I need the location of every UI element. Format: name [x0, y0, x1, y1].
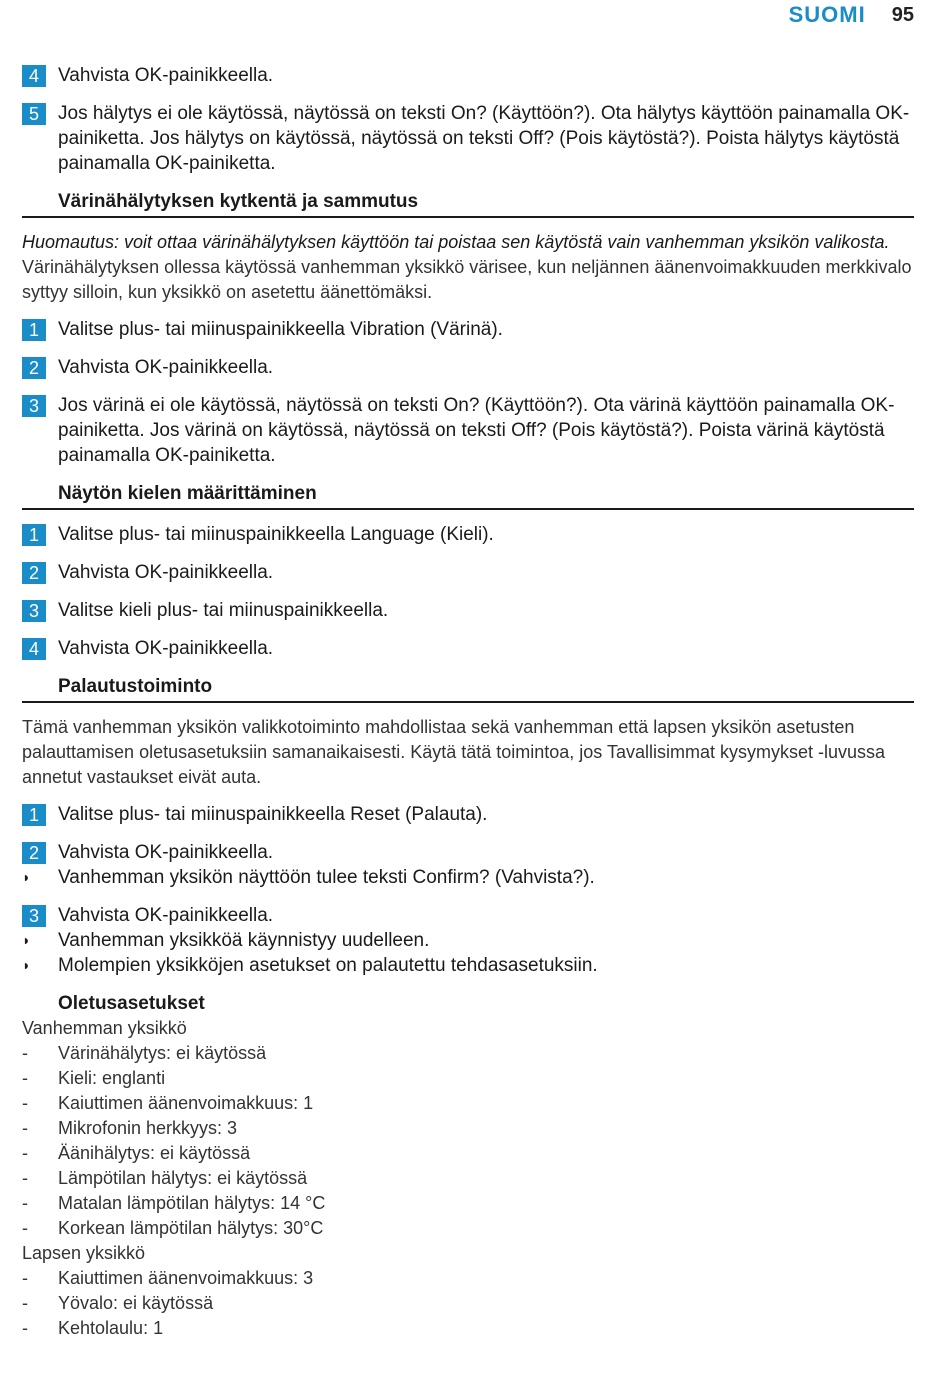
step: [22, 560, 914, 585]
step-text: Vahvista OK-painikkeella.: [58, 65, 274, 86]
result-item: [22, 928, 914, 953]
step-number: 2: [22, 562, 46, 584]
result-text: Molempien yksikköjen asetukset on palautettu tehdasasetuksiin.: [58, 955, 598, 976]
dash-marker: -: [22, 1093, 28, 1113]
step-text: Valitse plus- tai miinuspainikkeella Reset (Palauta).: [58, 804, 488, 825]
dash-marker: -: [22, 1318, 28, 1338]
step-text: Valitse kieli plus- tai miinuspainikkeella.: [58, 600, 389, 621]
list-item: [22, 1091, 914, 1116]
list-item: [22, 1141, 914, 1166]
dash-marker: -: [22, 1218, 28, 1238]
list-item: [22, 1066, 914, 1091]
step-text: Vahvista OK-painikkeella.: [58, 638, 274, 659]
step-number: 1: [22, 319, 46, 341]
language-label: SUOMI: [788, 2, 866, 27]
step-text: Vahvista OK-painikkeella.: [58, 562, 274, 583]
step: [22, 317, 914, 342]
dash-marker: -: [22, 1068, 28, 1088]
step: [22, 636, 914, 661]
list-item-text: Äänihälytys: ei käytössä: [58, 1143, 251, 1163]
step: [22, 840, 914, 865]
dash-marker: -: [22, 1168, 28, 1188]
list-item: [22, 1316, 914, 1341]
list-item: [22, 1041, 914, 1066]
list-item: [22, 1166, 914, 1191]
list-item-text: Kehtolaulu: 1: [58, 1318, 164, 1338]
list-item-text: Kaiuttimen äänenvoimakkuus: 3: [58, 1268, 314, 1288]
list-item-text: Lämpötilan hälytys: ei käytössä: [58, 1168, 308, 1188]
list-item-text: Värinähälytys: ei käytössä: [58, 1043, 267, 1063]
paragraph: Värinähälytyksen ollessa käytössä vanhemman yksikkö värisee, kun neljännen äänenvoimakkuuden merkkivalo syttyy silloin, kun yksikkö on asetettu äänettömäksi.: [22, 257, 912, 302]
list-item-text: Mikrofonin herkkyys: 3: [58, 1118, 238, 1138]
step-number: 3: [22, 905, 46, 927]
page-number: 95: [891, 3, 914, 26]
list-item-text: Korkean lämpötilan hälytys: 30°C: [58, 1218, 324, 1238]
section-heading-defaults: Oletusasetukset: [58, 993, 205, 1014]
step-text: Vahvista OK-painikkeella.: [58, 842, 274, 863]
list-item: [22, 1291, 914, 1316]
step: [22, 522, 914, 547]
step-number: 2: [22, 842, 46, 864]
list-item: [22, 1216, 914, 1241]
step-number: 3: [22, 600, 46, 622]
result-text: Vanhemman yksikköä käynnistyy uudelleen.: [58, 930, 430, 951]
result-text: Vanhemman yksikön näyttöön tulee teksti Confirm? (Vahvista?).: [58, 867, 595, 888]
step-text: Jos hälytys ei ole käytössä, näytössä on teksti On? (Käyttöön?). Ota hälytys käyttöön painamalla OK-painiketta. Jos hälytys on käytössä, näytössä on teksti Off? (Pois käytöstä?). Poista hälytys käytöstä painamalla OK-painiketta.: [58, 103, 910, 174]
step: [22, 63, 914, 88]
page-header: [789, 0, 914, 30]
list-item-text: Yövalo: ei käytössä: [58, 1293, 214, 1313]
list-item-text: Matalan lämpötilan hälytys: 14 °C: [58, 1193, 326, 1213]
step-text: Vahvista OK-painikkeella.: [58, 357, 274, 378]
result-arrow-icon: ◗: [22, 932, 31, 948]
dash-marker: -: [22, 1193, 28, 1213]
step-text: Vahvista OK-painikkeella.: [58, 905, 274, 926]
dash-marker: -: [22, 1118, 28, 1138]
page-content: [22, 63, 914, 1341]
note-text: Huomautus: voit ottaa värinähälytyksen käyttöön tai poistaa sen käytöstä vain vanhemman yksikön valikosta.: [22, 232, 890, 252]
step: [22, 598, 914, 623]
baby-unit-label: Lapsen yksikkö: [22, 1243, 146, 1263]
list-item: [22, 1266, 914, 1291]
list-item-text: Kaiuttimen äänenvoimakkuus: 1: [58, 1093, 314, 1113]
list-item: [22, 1191, 914, 1216]
dash-marker: -: [22, 1043, 28, 1063]
paragraph: Tämä vanhemman yksikön valikkotoiminto mahdollistaa sekä vanhemman että lapsen yksikön asetusten palauttamisen oletusasetuksiin samanaikaisesti. Käytä tätä toimintoa, jos Tavallisimmat kysymykset -luvussa annetut vastaukset eivät auta.: [22, 717, 886, 787]
result-arrow-icon: ◗: [22, 957, 31, 973]
step-number: 1: [22, 804, 46, 826]
dash-marker: -: [22, 1143, 28, 1163]
dash-marker: -: [22, 1268, 28, 1288]
step-number: 5: [22, 103, 46, 125]
step: [22, 101, 914, 176]
section-heading-language: Näytön kielen määrittäminen: [22, 481, 914, 510]
result-item: [22, 865, 914, 890]
step-number: 4: [22, 638, 46, 660]
step-number: 4: [22, 65, 46, 87]
section-heading-vibration: Värinähälytyksen kytkentä ja sammutus: [22, 189, 914, 218]
step-text: Valitse plus- tai miinuspainikkeella Language (Kieli).: [58, 524, 494, 545]
result-arrow-icon: ◗: [22, 869, 31, 885]
step-number: 2: [22, 357, 46, 379]
step-number: 3: [22, 395, 46, 417]
list-item: [22, 1116, 914, 1141]
result-item: [22, 953, 914, 978]
step: [22, 393, 914, 468]
step-text: Jos värinä ei ole käytössä, näytössä on teksti On? (Käyttöön?). Ota värinä käyttöön painamalla OK-painiketta. Jos värinä on käytössä, näytössä on teksti Off? (Pois käytöstä?). Poista värinä käytöstä painamalla OK-painiketta.: [58, 395, 895, 466]
section-heading-reset: Palautustoiminto: [22, 674, 914, 703]
list-item-text: Kieli: englanti: [58, 1068, 166, 1088]
step-text: Valitse plus- tai miinuspainikkeella Vibration (Värinä).: [58, 319, 503, 340]
step: [22, 903, 914, 928]
dash-marker: -: [22, 1293, 28, 1313]
parent-unit-label: Vanhemman yksikkö: [22, 1018, 187, 1038]
step-number: 1: [22, 524, 46, 546]
step: [22, 802, 914, 827]
step: [22, 355, 914, 380]
